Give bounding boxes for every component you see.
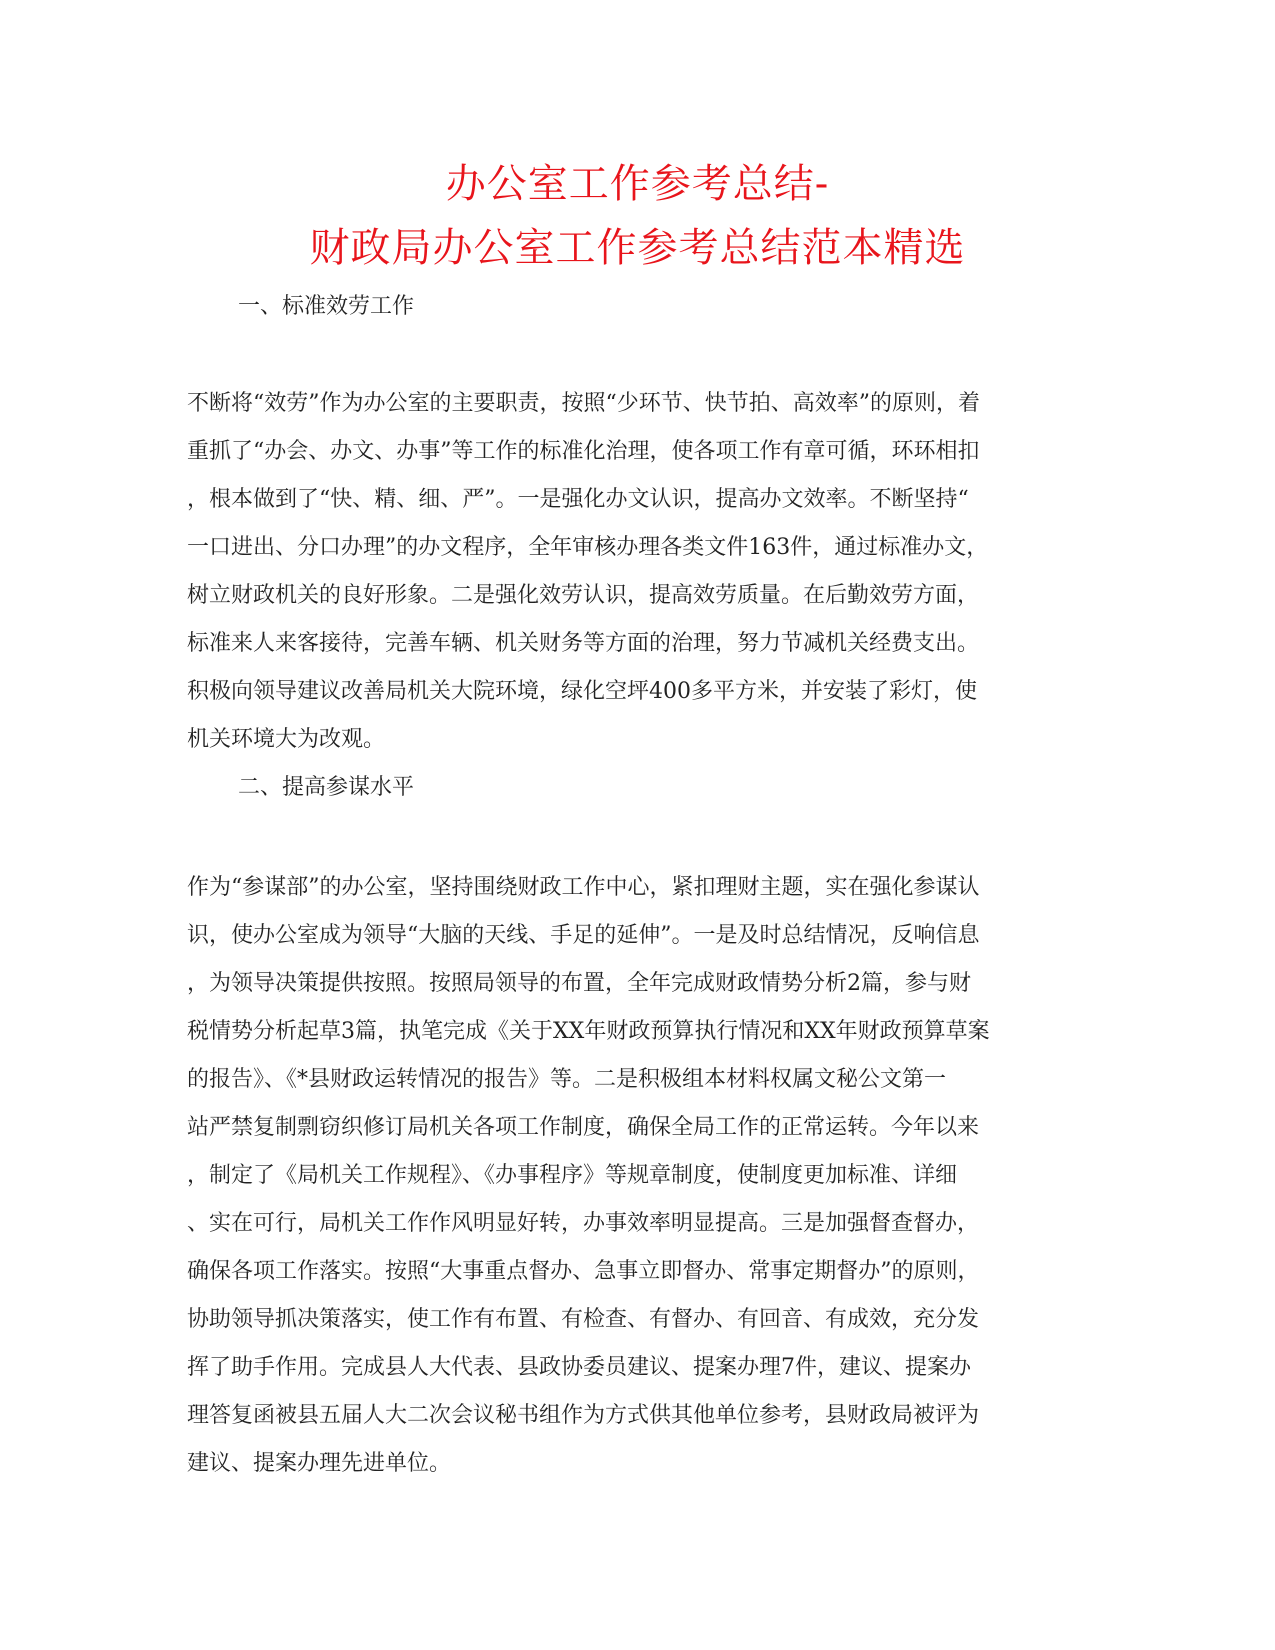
paragraph-line: 一口进出、分口办理”的办文程序，全年审核办理各类文件163件，通过标准办文，: [187, 535, 989, 560]
section-2-paragraph: [187, 864, 1087, 1488]
paragraph-line: 重抓了“办会、办文、办事”等工作的标准化治理，使各项工作有章可循，环环相扣: [187, 439, 980, 464]
paragraph-line: 树立财政机关的良好形象。二是强化效劳认识，提高效劳质量。在后勤效劳方面，: [187, 583, 980, 608]
paragraph-line: 、实在可行，局机关工作作风明显好转，办事效率明显提高。三是加强督查督办，: [187, 1211, 980, 1236]
section-heading-2: 二、提高参谋水平: [238, 775, 415, 800]
section-heading-1: 一、标准效劳工作: [238, 294, 415, 319]
paragraph-line: ，根本做到了“快、精、细、严”。一是强化办文认识，提高办文效率。不断坚持“: [187, 487, 969, 512]
paragraph-line: 税情势分析起草3篇，执笔完成《关于XX年财政预算执行情况和XX年财政预算草案: [187, 1019, 990, 1044]
paragraph-line: 积极向领导建议改善局机关大院环境，绿化空坪400多平方米，并安装了彩灯，使: [187, 679, 977, 704]
paragraph-line: 的报告》、《*县财政运转情况的报告》等。二是积极组本材料权属文秘公文第一: [187, 1067, 947, 1092]
paragraph-line: 确保各项工作落实。按照“大事重点督办、急事立即督办、常事定期督办”的原则，: [187, 1259, 980, 1284]
paragraph-line: ，制定了《局机关工作规程》、《办事程序》等规章制度，使制度更加标准、详细: [187, 1163, 958, 1188]
paragraph-line: 站严禁复制剽窃织修订局机关各项工作制度，确保全局工作的正常运转。今年以来: [187, 1115, 980, 1140]
paragraph-line: 机关环境大为改观。: [187, 727, 386, 752]
paragraph-line: ，为领导决策提供按照。按照局领导的布置，全年完成财政情势分析2篇，参与财: [187, 971, 971, 996]
paragraph-line: 挥了助手作用。完成县人大代表、县政协委员建议、提案办理7件，建议、提案办: [187, 1355, 971, 1380]
document-title-line-2: 财政局办公室工作参考总结范本精选: [309, 225, 966, 271]
section-1-paragraph: [187, 380, 1087, 764]
paragraph-line: 理答复函被县五届人大二次会议秘书组作为方式供其他单位参考，县财政局被评为: [187, 1403, 980, 1428]
document-title-line-1: 办公室工作参考总结-: [445, 161, 830, 207]
paragraph-line: 识，使办公室成为领导“大脑的天线、手足的延伸”。一是及时总结情况，反响信息: [187, 923, 980, 948]
paragraph-line: 标准来人来客接待，完善车辆、机关财务等方面的治理，努力节减机关经费支出。: [187, 631, 980, 656]
paragraph-line: 不断将“效劳”作为办公室的主要职责，按照“少环节、快节拍、高效率”的原则，着: [187, 391, 980, 416]
paragraph-line: 作为“参谋部”的办公室，坚持围绕财政工作中心，紧扣理财主题，实在强化参谋认: [187, 875, 980, 900]
paragraph-line: 协助领导抓决策落实，使工作有布置、有检查、有督办、有回音、有成效，充分发: [187, 1307, 980, 1332]
paragraph-line: 建议、提案办理先进单位。: [187, 1451, 452, 1476]
